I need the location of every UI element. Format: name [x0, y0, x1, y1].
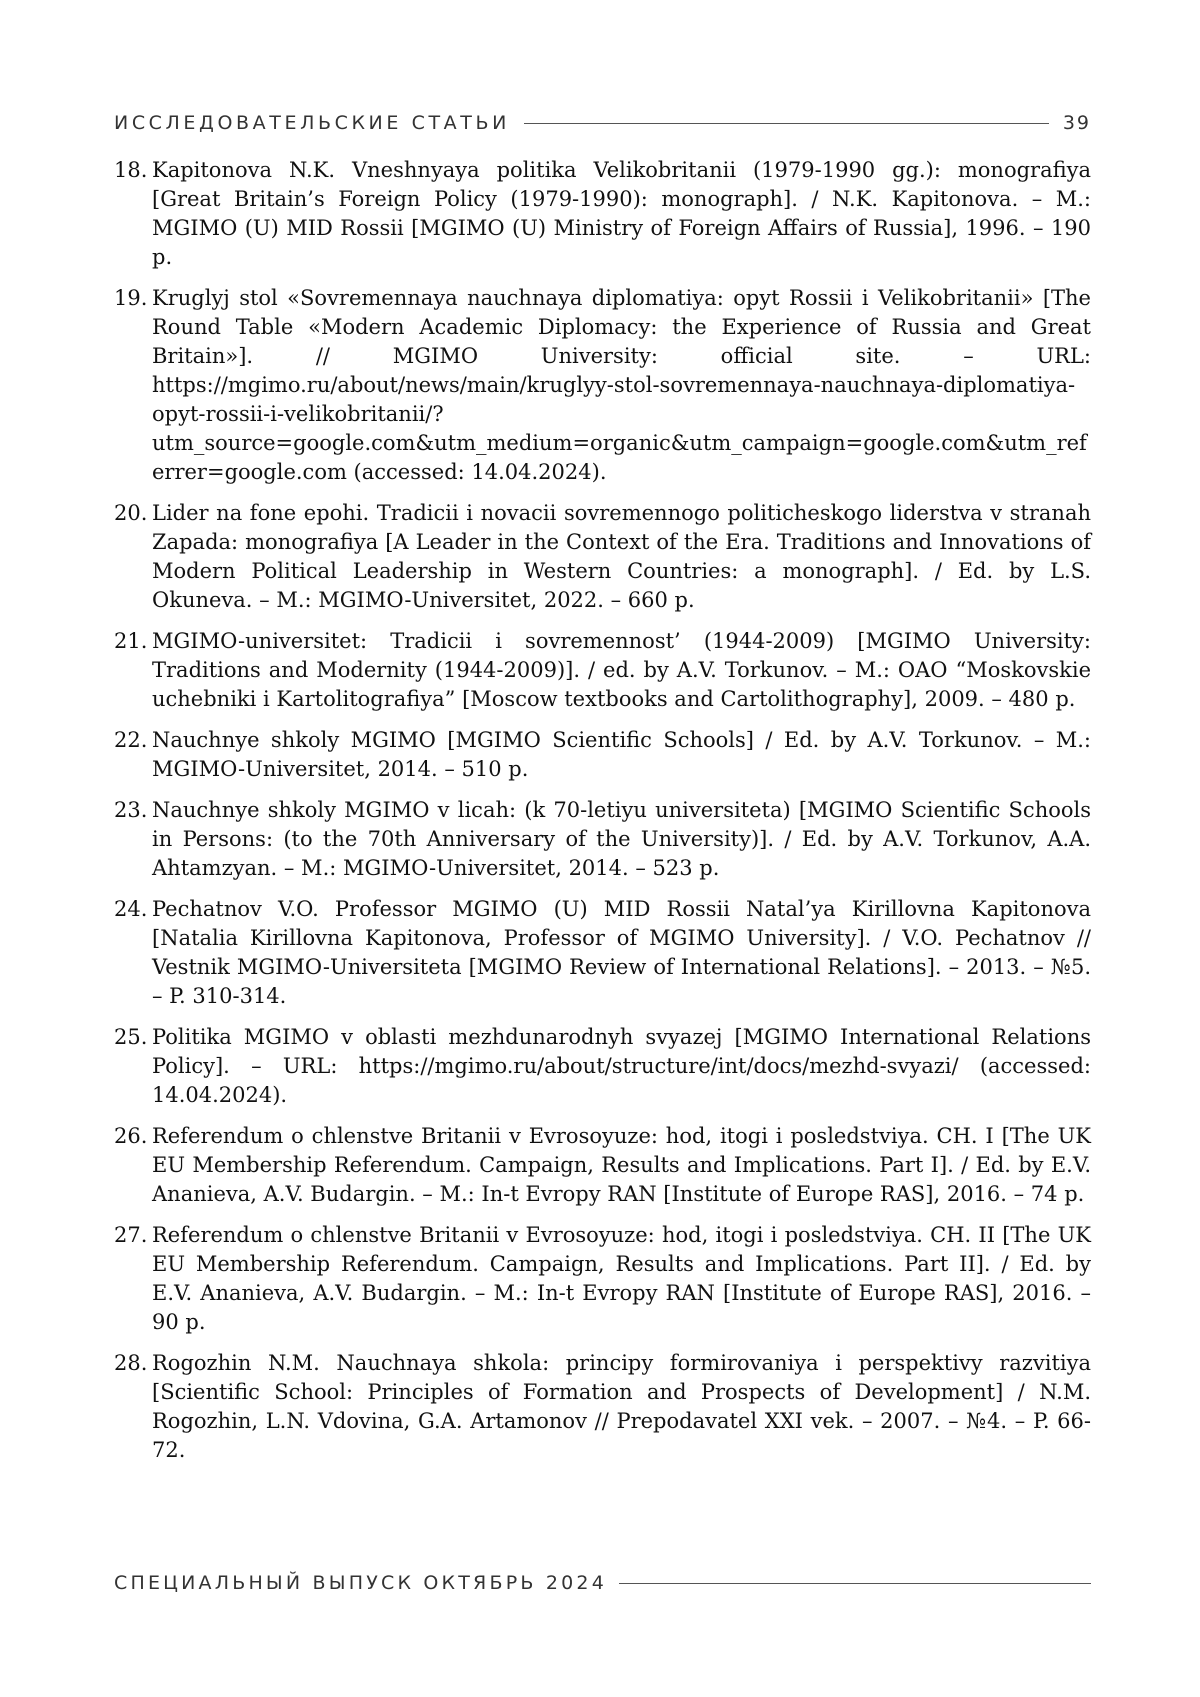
issue-label: СПЕЦИАЛЬНЫЙ ВЫПУСК ОКТЯБРЬ 2024 [114, 1572, 607, 1594]
reference-item-25 [114, 1023, 1091, 1110]
reference-text: Nauchnye shkoly MGIMO [MGIMO Scientific Schools] / Ed. by A.V. Torkunov. – M.: MGIMO-Universitet, 2014. – 510 p. [152, 728, 1091, 781]
reference-text: Referendum o chlenstve Britanii v Evrosoyuze: hod, itogi i posledstviya. CH. I [The UK EU Membership Referendum. Campaign, Results and Implications. Part I]. / Ed. by E.V. Ananieva, A.V. Budargin. – M.: In-t Evropy RAN [Institute of Europe RAS], 2016. – 74 p. [152, 1124, 1091, 1206]
reference-number: 19. [114, 286, 148, 310]
reference-text: Kruglyj stol «Sovremennaya nauchnaya diplomatiya: opyt Rossii i Velikobritanii» [The Round Table «Modern Academic Diplomacy: the Experience of Russia and Great Britain»]. // MGIMO University: official site. – URL: https://mgimo.ru/about/news/main/kruglyy-stol-sovremennaya-nauchnaya-diplomatiya-opyt-rossii-i-velikobritanii/?utm_source=google.com&utm_medium=organic&utm_campaign=google.com&utm_referrer=google.com (accessed: 14.04.2024). [152, 286, 1091, 484]
reference-number: 23. [114, 798, 148, 822]
reference-number: 26. [114, 1124, 148, 1148]
reference-item-27 [114, 1221, 1091, 1337]
reference-text: Politika MGIMO v oblasti mezhdunarodnyh svyazej [MGIMO International Relations Policy]. – URL: https://mgimo.ru/about/structure/int/docs/mezhd-svyazi/ (accessed: 14.04.2024). [152, 1025, 1091, 1107]
reference-number: 20. [114, 501, 148, 525]
reference-text: Kapitonova N.K. Vneshnyaya politika Velikobritanii (1979-1990 gg.): monografiya [Great Britain’s Foreign Policy (1979-1990): monograph]. / N.K. Kapitonova. – M.: MGIMO (U) MID Rossii [MGIMO (U) Ministry of Foreign Affairs of Russia], 1996. – 190 p. [152, 158, 1091, 269]
reference-item-26 [114, 1122, 1091, 1209]
reference-number: 27. [114, 1223, 148, 1247]
reference-text: Lider na fone epohi. Tradicii i novacii sovremennogo politicheskogo liderstva v stranah Zapada: monografiya [A Leader in the Context of the Era. Traditions and Innovations of Modern Political Leadership in Western Countries: a monograph]. / Ed. by L.S. Okuneva. – M.: MGIMO-Universitet, 2022. – 660 p. [152, 501, 1091, 612]
reference-text: MGIMO-universitet: Tradicii i sovremennost’ (1944-2009) [MGIMO University: Traditions and Modernity (1944-2009)]. / ed. by A.V. Torkunov. – M.: OAO “Moskovskie uchebniki i Kartolitografiya” [Moscow textbooks and Cartolithography], 2009. – 480 p. [152, 629, 1091, 711]
reference-number: 18. [114, 158, 148, 182]
reference-item-28 [114, 1349, 1091, 1465]
reference-number: 24. [114, 897, 148, 921]
section-title: ИССЛЕДОВАТЕЛЬСКИЕ СТАТЬИ [114, 112, 510, 134]
header-rule [524, 123, 1049, 124]
reference-number: 28. [114, 1351, 148, 1375]
reference-item-18 [114, 156, 1091, 272]
page-number: 39 [1062, 112, 1091, 134]
reference-item-24 [114, 895, 1091, 1011]
reference-item-23 [114, 796, 1091, 883]
reference-list [114, 156, 1091, 1477]
reference-item-21 [114, 627, 1091, 714]
reference-item-22 [114, 726, 1091, 784]
reference-number: 21. [114, 629, 148, 653]
reference-number: 25. [114, 1025, 148, 1049]
footer-rule [619, 1583, 1091, 1584]
reference-text: Referendum o chlenstve Britanii v Evrosoyuze: hod, itogi i posledstviya. CH. II [The UK EU Membership Referendum. Campaign, Results and Implications. Part II]. / Ed. by E.V. Ananieva, A.V. Budargin. – M.: In-t Evropy RAN [Institute of Europe RAS], 2016. – 90 p. [152, 1223, 1091, 1334]
running-header [114, 110, 1091, 136]
running-footer [114, 1570, 1091, 1596]
reference-item-19 [114, 284, 1091, 487]
reference-number: 22. [114, 728, 148, 752]
reference-text: Rogozhin N.M. Nauchnaya shkola: principy formirovaniya i perspektivy razvitiya [Scientific School: Principles of Formation and Prospects of Development] / N.M. Rogozhin, L.N. Vdovina, G.A. Artamonov // Prepodavatel XXI vek. – 2007. – №4. – P. 66-72. [152, 1351, 1091, 1462]
reference-text: Nauchnye shkoly MGIMO v licah: (k 70-letiyu universiteta) [MGIMO Scientific Schools in Persons: (to the 70th Anniversary of the University)]. / Ed. by A.V. Torkunov, A.A. Ahtamzyan. – M.: MGIMO-Universitet, 2014. – 523 p. [152, 798, 1091, 880]
reference-text: Pechatnov V.O. Professor MGIMO (U) MID Rossii Natal’ya Kirillovna Kapitonova [Natalia Kirillovna Kapitonova, Professor of MGIMO University]. / V.O. Pechatnov // Vestnik MGIMO-Universiteta [MGIMO Review of International Relations]. – 2013. – №5. – P. 310-314. [152, 897, 1091, 1008]
reference-item-20 [114, 499, 1091, 615]
